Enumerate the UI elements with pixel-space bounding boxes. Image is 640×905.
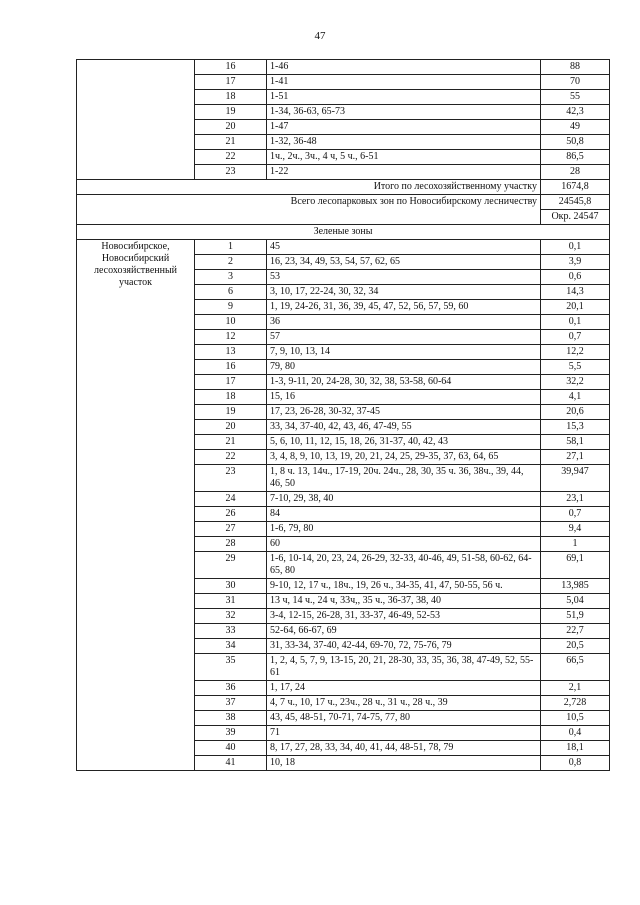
quarter-number: 13 [195, 345, 267, 360]
quarter-number: 23 [195, 465, 267, 492]
quarter-number: 36 [195, 681, 267, 696]
area-value: 4,1 [541, 390, 610, 405]
section-header-row [77, 225, 610, 240]
quarter-number: 40 [195, 741, 267, 756]
area-name: Новосибирское, Новосибирский лесохозяйственный участок [77, 240, 195, 771]
section-list: 1-3, 9-11, 20, 24-28, 30, 32, 38, 53-58, 60-64 [267, 375, 541, 390]
section-list: 1-41 [267, 75, 541, 90]
section-list: 9-10, 12, 17 ч., 18ч., 19, 26 ч., 34-35, 41, 47, 50-55, 56 ч. [267, 579, 541, 594]
quarter-number: 21 [195, 435, 267, 450]
quarter-number: 24 [195, 492, 267, 507]
grand-total-approx: Окр. 24547 [541, 210, 610, 225]
quarter-number: 6 [195, 285, 267, 300]
area-value: 58,1 [541, 435, 610, 450]
area-value: 0,1 [541, 315, 610, 330]
quarter-number: 31 [195, 594, 267, 609]
area-value: 86,5 [541, 150, 610, 165]
section-list: 79, 80 [267, 360, 541, 375]
section-list: 1, 19, 24-26, 31, 36, 39, 45, 47, 52, 56, 57, 59, 60 [267, 300, 541, 315]
quarter-number: 33 [195, 624, 267, 639]
area-value: 20,6 [541, 405, 610, 420]
forest-table-body [77, 60, 610, 771]
section-list: 1, 8 ч. 13, 14ч., 17-19, 20ч. 24ч., 28, 30, 35 ч. 36, 38ч., 39, 44, 46, 50 [267, 465, 541, 492]
quarter-number: 41 [195, 756, 267, 771]
section-list: 1ч., 2ч., 3ч., 4 ч, 5 ч., 6-51 [267, 150, 541, 165]
area-value: 5,04 [541, 594, 610, 609]
section-list: 1-6, 79, 80 [267, 522, 541, 537]
section-list: 1-32, 36-48 [267, 135, 541, 150]
subtotal-value: 1674,8 [541, 180, 610, 195]
grand-total-row [77, 195, 610, 210]
area-value: 5,5 [541, 360, 610, 375]
quarter-number: 17 [195, 75, 267, 90]
quarter-number: 1 [195, 240, 267, 255]
area-value: 0,4 [541, 726, 610, 741]
table-row [77, 240, 610, 255]
area-value: 22,7 [541, 624, 610, 639]
quarter-number: 35 [195, 654, 267, 681]
subtotal-label: Итого по лесохозяйственному участку [77, 180, 541, 195]
area-value: 0,7 [541, 330, 610, 345]
area-value: 2,728 [541, 696, 610, 711]
area-value: 28 [541, 165, 610, 180]
area-value: 42,3 [541, 105, 610, 120]
area-value: 32,2 [541, 375, 610, 390]
quarter-number: 17 [195, 375, 267, 390]
area-value: 0,1 [541, 240, 610, 255]
section-list: 1-22 [267, 165, 541, 180]
section-list: 1, 2, 4, 5, 7, 9, 13-15, 20, 21, 28-30, 33, 35, 36, 38, 47-49, 52, 55-61 [267, 654, 541, 681]
area-value: 88 [541, 60, 610, 75]
grand-total-label: Всего лесопарковых зон по Новосибирскому лесничеству [77, 195, 541, 225]
area-value: 55 [541, 90, 610, 105]
area-value: 18,1 [541, 741, 610, 756]
section-list: 1, 17, 24 [267, 681, 541, 696]
quarter-number: 22 [195, 150, 267, 165]
section-list: 1-47 [267, 120, 541, 135]
quarter-number: 9 [195, 300, 267, 315]
section-title: Зеленые зоны [77, 225, 610, 240]
quarter-number: 16 [195, 60, 267, 75]
quarter-number: 12 [195, 330, 267, 345]
section-list: 15, 16 [267, 390, 541, 405]
section-list: 84 [267, 507, 541, 522]
quarter-number: 18 [195, 90, 267, 105]
quarter-number: 34 [195, 639, 267, 654]
section-list: 17, 23, 26-28, 30-32, 37-45 [267, 405, 541, 420]
quarter-number: 22 [195, 450, 267, 465]
section-list: 3, 10, 17, 22-24, 30, 32, 34 [267, 285, 541, 300]
section-list: 7, 9, 10, 13, 14 [267, 345, 541, 360]
area-value: 1 [541, 537, 610, 552]
area-value: 20,5 [541, 639, 610, 654]
section-list: 13 ч, 14 ч., 24 ч, 33ч,, 35 ч., 36-37, 38, 40 [267, 594, 541, 609]
section-list: 10, 18 [267, 756, 541, 771]
section-list: 53 [267, 270, 541, 285]
section-list: 7-10, 29, 38, 40 [267, 492, 541, 507]
area-value: 23,1 [541, 492, 610, 507]
section-list: 33, 34, 37-40, 42, 43, 46, 47-49, 55 [267, 420, 541, 435]
area-value: 14,3 [541, 285, 610, 300]
area-value: 49 [541, 120, 610, 135]
quarter-number: 23 [195, 165, 267, 180]
forest-table [76, 59, 610, 771]
quarter-number: 29 [195, 552, 267, 579]
section-list: 71 [267, 726, 541, 741]
area-cell-empty [77, 60, 195, 180]
quarter-number: 19 [195, 405, 267, 420]
area-value: 27,1 [541, 450, 610, 465]
section-list: 8, 17, 27, 28, 33, 34, 40, 41, 44, 48-51, 78, 79 [267, 741, 541, 756]
quarter-number: 26 [195, 507, 267, 522]
area-value: 9,4 [541, 522, 610, 537]
area-value: 69,1 [541, 552, 610, 579]
section-list: 60 [267, 537, 541, 552]
area-value: 0,6 [541, 270, 610, 285]
section-list: 5, 6, 10, 11, 12, 15, 18, 26, 31-37, 40, 42, 43 [267, 435, 541, 450]
section-list: 45 [267, 240, 541, 255]
quarter-number: 20 [195, 420, 267, 435]
section-list: 36 [267, 315, 541, 330]
section-list: 16, 23, 34, 49, 53, 54, 57, 62, 65 [267, 255, 541, 270]
quarter-number: 30 [195, 579, 267, 594]
area-value: 10,5 [541, 711, 610, 726]
area-value: 12,2 [541, 345, 610, 360]
quarter-number: 27 [195, 522, 267, 537]
quarter-number: 32 [195, 609, 267, 624]
section-list: 1-46 [267, 60, 541, 75]
section-list: 31, 33-34, 37-40, 42-44, 69-70, 72, 75-76, 79 [267, 639, 541, 654]
section-list: 57 [267, 330, 541, 345]
grand-total-value: 24545,8 [541, 195, 610, 210]
area-value: 70 [541, 75, 610, 90]
section-list: 1-6, 10-14, 20, 23, 24, 26-29, 32-33, 40-46, 49, 51-58, 60-62, 64-65, 80 [267, 552, 541, 579]
quarter-number: 38 [195, 711, 267, 726]
section-list: 52-64, 66-67, 69 [267, 624, 541, 639]
page-number: 47 [314, 30, 326, 42]
area-value: 15,3 [541, 420, 610, 435]
area-value: 0,8 [541, 756, 610, 771]
area-value: 13,985 [541, 579, 610, 594]
quarter-number: 10 [195, 315, 267, 330]
subtotal-row [77, 180, 610, 195]
area-value: 51,9 [541, 609, 610, 624]
area-value: 3,9 [541, 255, 610, 270]
quarter-number: 18 [195, 390, 267, 405]
table-row [77, 60, 610, 75]
quarter-number: 20 [195, 120, 267, 135]
area-value: 0,7 [541, 507, 610, 522]
section-list: 43, 45, 48-51, 70-71, 74-75, 77, 80 [267, 711, 541, 726]
quarter-number: 3 [195, 270, 267, 285]
quarter-number: 16 [195, 360, 267, 375]
quarter-number: 2 [195, 255, 267, 270]
quarter-number: 37 [195, 696, 267, 711]
area-value: 66,5 [541, 654, 610, 681]
section-list: 1-34, 36-63, 65-73 [267, 105, 541, 120]
quarter-number: 39 [195, 726, 267, 741]
section-list: 1-51 [267, 90, 541, 105]
area-value: 39,947 [541, 465, 610, 492]
area-value: 50,8 [541, 135, 610, 150]
area-value: 20,1 [541, 300, 610, 315]
section-list: 3, 4, 8, 9, 10, 13, 19, 20, 21, 24, 25, 29-35, 37, 63, 64, 65 [267, 450, 541, 465]
quarter-number: 19 [195, 105, 267, 120]
area-value: 2,1 [541, 681, 610, 696]
quarter-number: 28 [195, 537, 267, 552]
section-list: 4, 7 ч., 10, 17 ч., 23ч., 28 ч., 31 ч., 28 ч., 39 [267, 696, 541, 711]
section-list: 3-4, 12-15, 26-28, 31, 33-37, 46-49, 52-53 [267, 609, 541, 624]
quarter-number: 21 [195, 135, 267, 150]
